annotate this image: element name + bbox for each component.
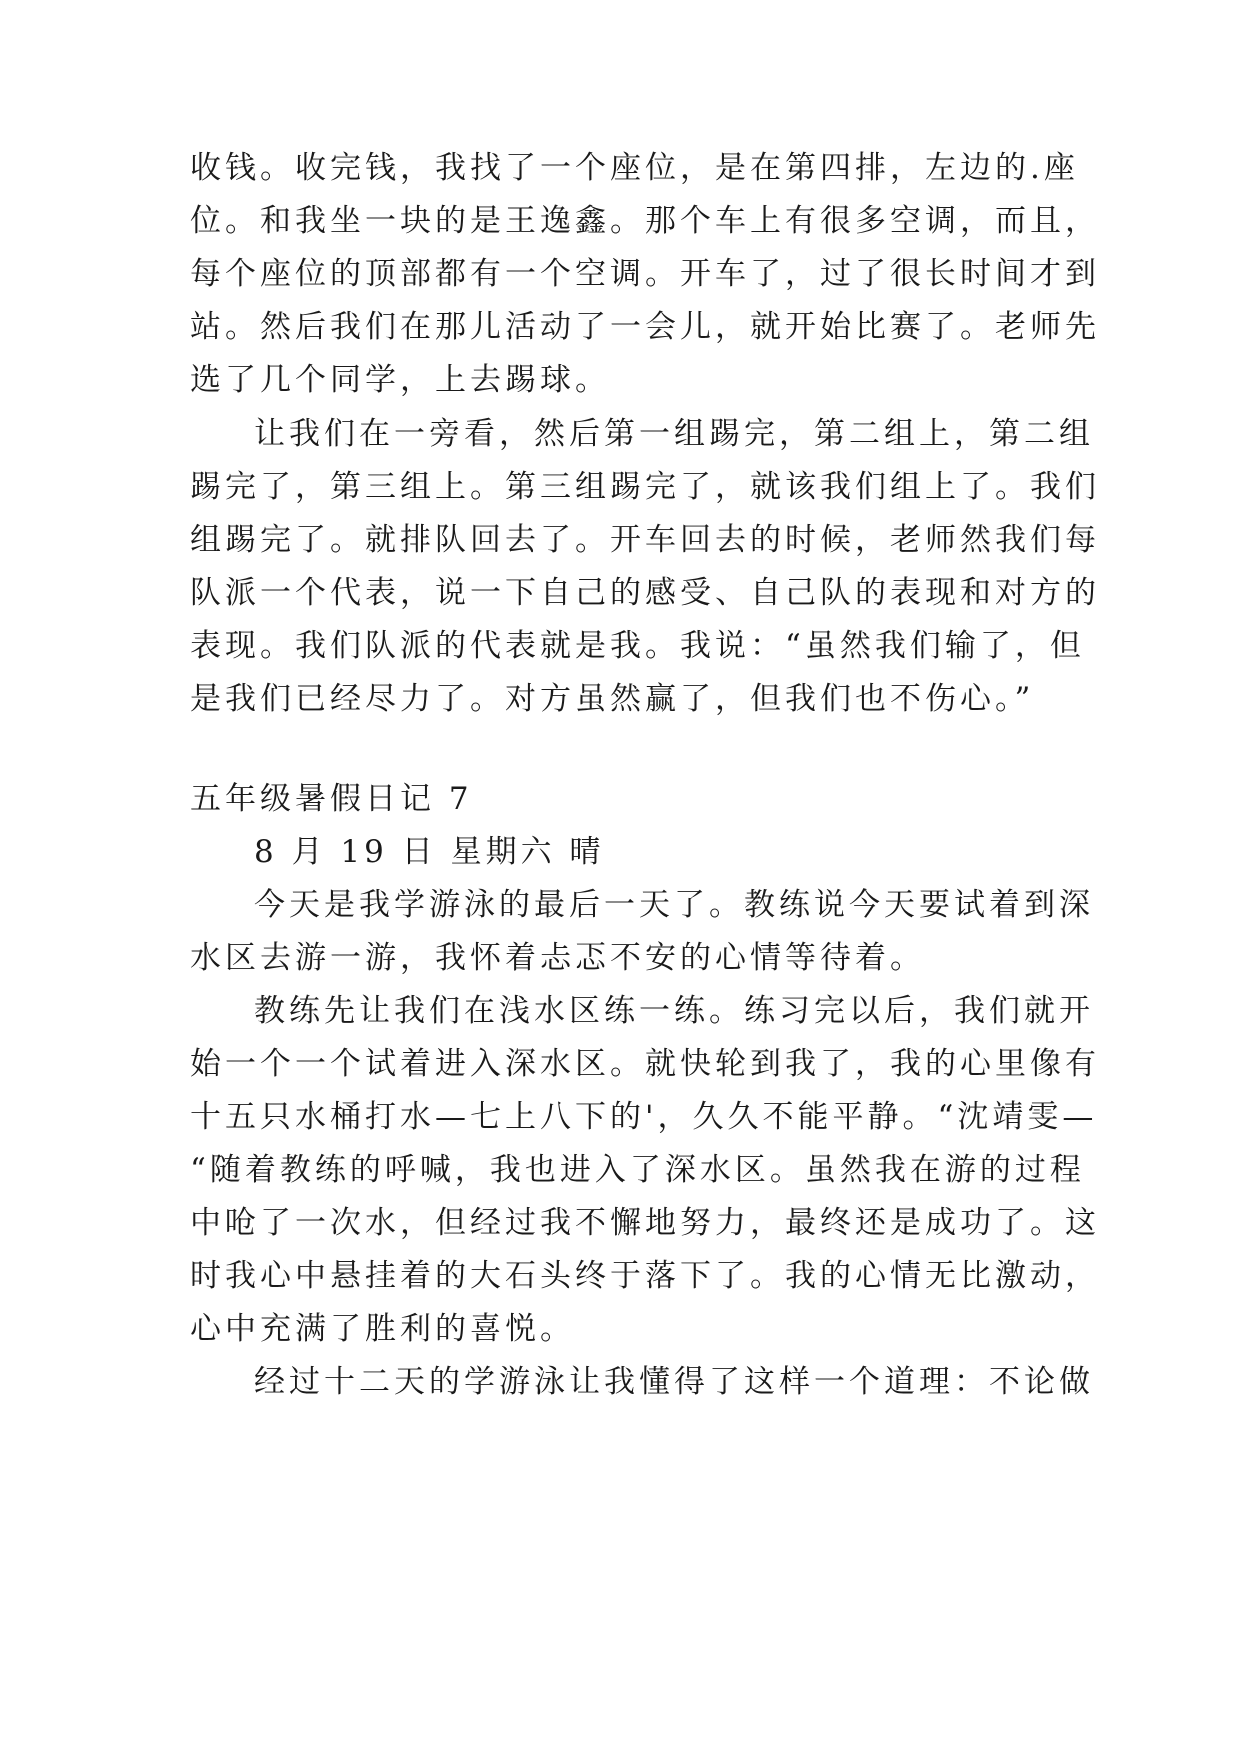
paragraph-line: 时我心中悬挂着的大石头终于落下了。我的心情无比激动，: [190, 1258, 1100, 1294]
paragraph-line: 是我们已经尽力了。对方虽然赢了，但我们也不伤心。”: [190, 681, 1035, 717]
section-title: 五年级暑假日记 7: [190, 781, 473, 817]
paragraph-line: 表现。我们队派的代表就是我。我说：“虽然我们输了，但: [190, 628, 1085, 664]
paragraph-line: 经过十二天的学游泳让我懂得了这样一个道理：不论做: [254, 1364, 1094, 1400]
paragraph-line: 中呛了一次水，但经过我不懈地努力，最终还是成功了。这: [190, 1205, 1100, 1241]
paragraph-line: 位。和我坐一块的是王逸鑫。那个车上有很多空调，而且，: [190, 203, 1100, 239]
paragraph-line: “随着教练的呼喊，我也进入了深水区。虽然我在游的过程: [190, 1152, 1085, 1188]
paragraph-line: 让我们在一旁看，然后第一组踢完，第二组上，第二组: [254, 416, 1094, 452]
paragraph-line: 站。然后我们在那儿活动了一会儿，就开始比赛了。老师先: [190, 309, 1100, 345]
paragraph-line: 心中充满了胜利的喜悦。: [190, 1311, 575, 1347]
paragraph-line: 教练先让我们在浅水区练一练。练习完以后，我们就开: [254, 993, 1094, 1029]
paragraph-line: 水区去游一游，我怀着忐忑不安的心情等待着。: [190, 940, 925, 976]
date-line: 8 月 19 日 星期六 晴: [254, 834, 605, 870]
paragraph-line: 始一个一个试着进入深水区。就快轮到我了，我的心里像有: [190, 1046, 1100, 1082]
paragraph-line: 组踢完了。就排队回去了。开车回去的时候，老师然我们每: [190, 522, 1100, 558]
paragraph-line: 踢完了，第三组上。第三组踢完了，就该我们组上了。我们: [190, 469, 1100, 505]
paragraph-line: 选了几个同学，上去踢球。: [190, 362, 610, 398]
paragraph-line: 收钱。收完钱，我找了一个座位，是在第四排，左边的.座: [190, 150, 1079, 186]
paragraph-line: 十五只水桶打水—七上八下的'，久久不能平静。“沈靖雯—: [190, 1099, 1098, 1135]
paragraph-line: 每个座位的顶部都有一个空调。开车了，过了很长时间才到: [190, 256, 1100, 292]
paragraph-line: 今天是我学游泳的最后一天了。教练说今天要试着到深: [254, 887, 1094, 923]
paragraph-line: 队派一个代表，说一下自己的感受、自己队的表现和对方的: [190, 575, 1100, 611]
